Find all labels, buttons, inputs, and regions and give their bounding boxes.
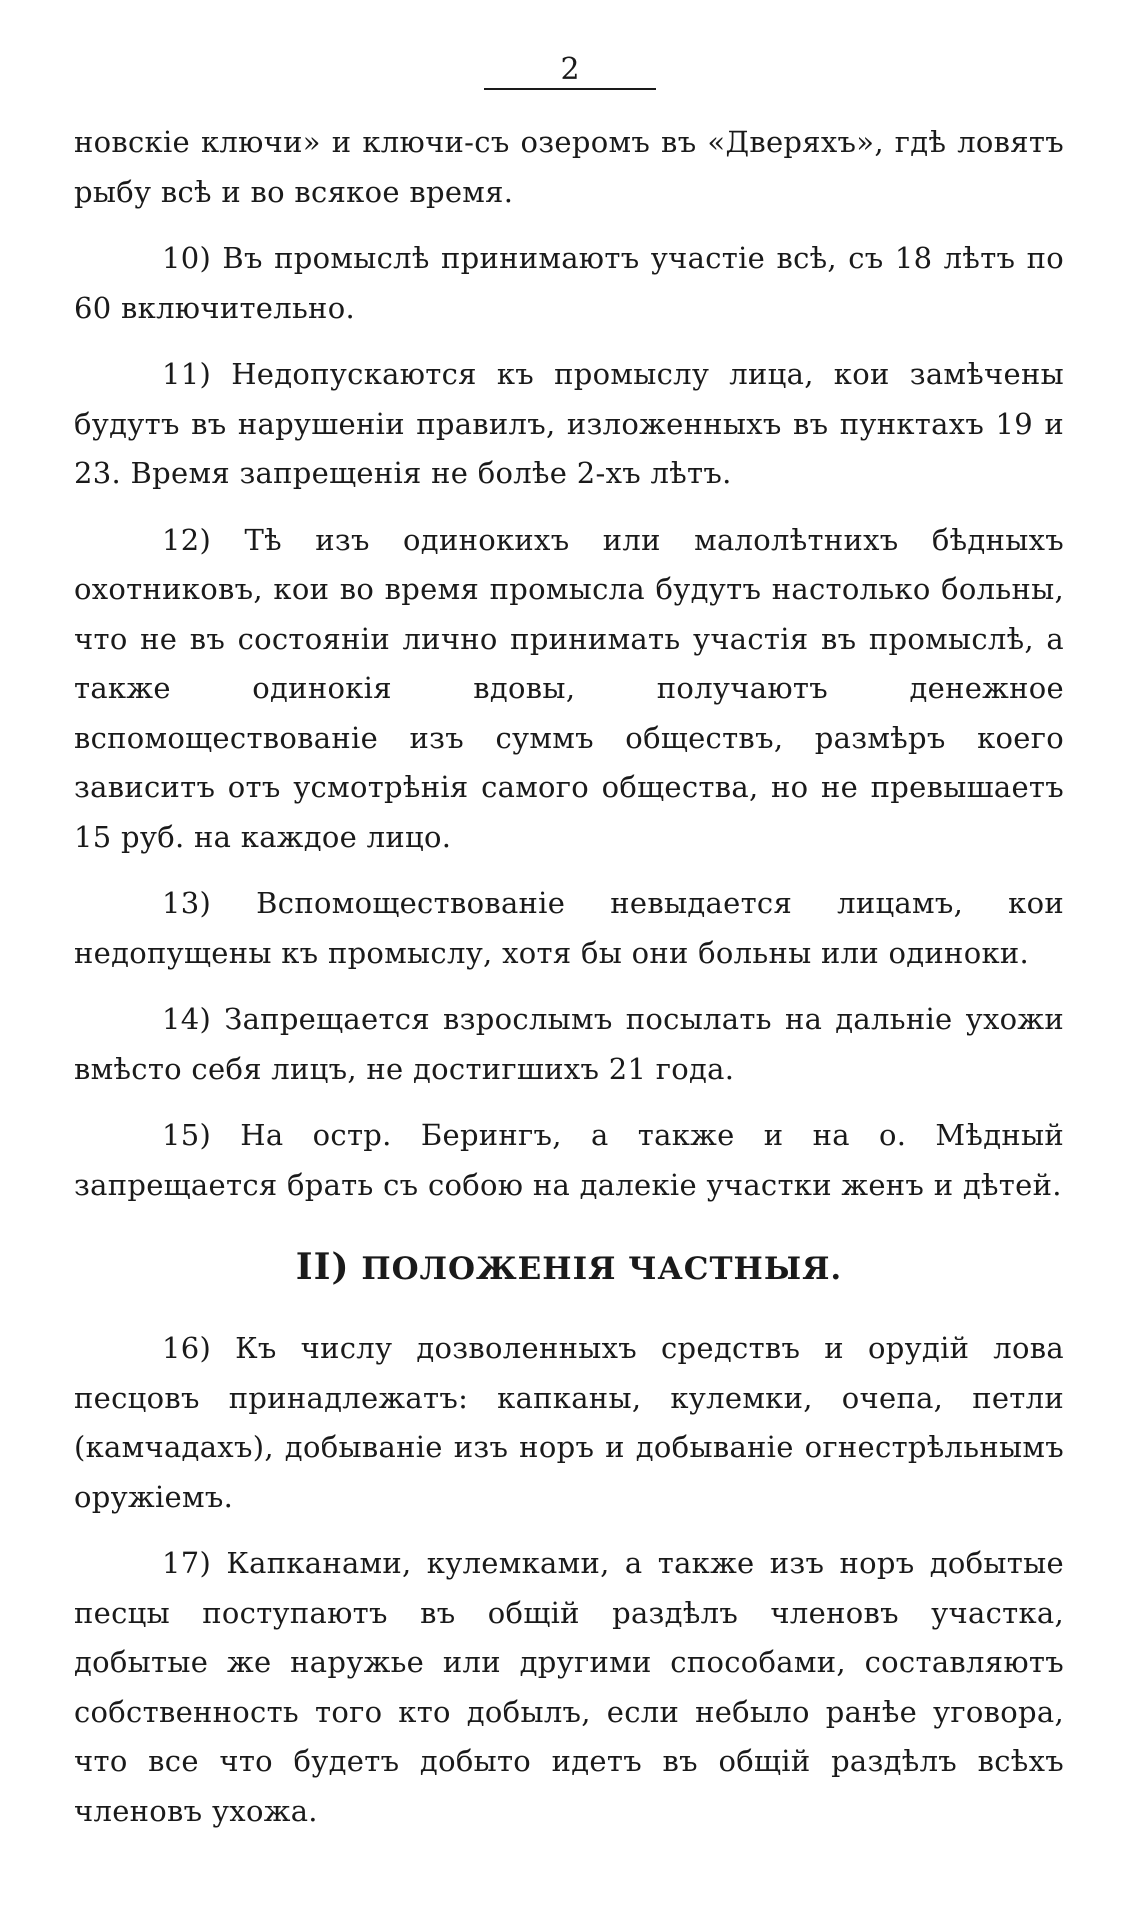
section-title: ПОЛОЖЕНІЯ ЧАСТНЫЯ. [361,1251,843,1287]
section-numeral: II) [295,1246,350,1288]
page-number: 2 [560,52,580,87]
paragraph-14: 14) Запрещается взрослымъ посылать на дальніе ухожи вмѣсто себя лицъ, не достигшихъ 21 года. [74,1002,1064,1086]
section-heading [74,1242,1064,1294]
header-rule [484,88,656,90]
body-text [74,118,1064,1853]
paragraph-15: 15) На остр. Берингъ, а также и на о. Мѣдный запрещается брать съ собою на далекіе участки женъ и дѣтей. [74,1118,1064,1202]
paragraph-11: 11) Недопускаются къ промыслу лица, кои замѣчены будутъ въ нарушеніи правилъ, изложенныхъ въ пунктахъ 19 и 23. Время запрещенія не болѣе 2-хъ лѣтъ. [74,357,1064,490]
paragraph-10: 10) Въ промыслѣ принимаютъ участіе всѣ, съ 18 лѣтъ по 60 включительно. [74,241,1064,325]
paragraph-13: 13) Вспомоществованіе невыдается лицамъ, кои недопущены къ промыслу, хотя бы они больны или одиноки. [74,886,1064,970]
paragraph-continuation: новскіе ключи» и ключи-съ озеромъ въ «Дверяхъ», гдѣ ловятъ рыбу всѣ и во всякое время. [74,125,1064,209]
paragraph-16: 16) Къ числу дозволенныхъ средствъ и орудій лова песцовъ принадлежатъ: капканы, кулемки, очепа, петли (камчадахъ), добываніе изъ норъ и добываніе огнестрѣльнымъ оружіемъ. [74,1331,1064,1514]
paragraph-12: 12) Тѣ изъ одинокихъ или малолѣтнихъ бѣдныхъ охотниковъ, кои во время промысла будутъ настолько больны, что не въ состояніи лично принимать участія въ промыслѣ, а также одинокія вдовы, получаютъ денежное вспомоществованіе изъ суммъ обществъ, размѣръ коего зависитъ отъ усмотрѣнія самого общества, но не превышаетъ 15 руб. на каждое лицо. [74,522,1064,854]
paragraph-17: 17) Капканами, кулемками, а также изъ норъ добытые песцы поступаютъ въ общій раздѣлъ членовъ участка, добытые же наружье или другими способами, составляютъ собственность того кто добылъ, если небыло ранѣе уговора, что все что будетъ добыто идетъ въ общій раздѣлъ всѣхъ членовъ ухожа. [74,1546,1064,1828]
